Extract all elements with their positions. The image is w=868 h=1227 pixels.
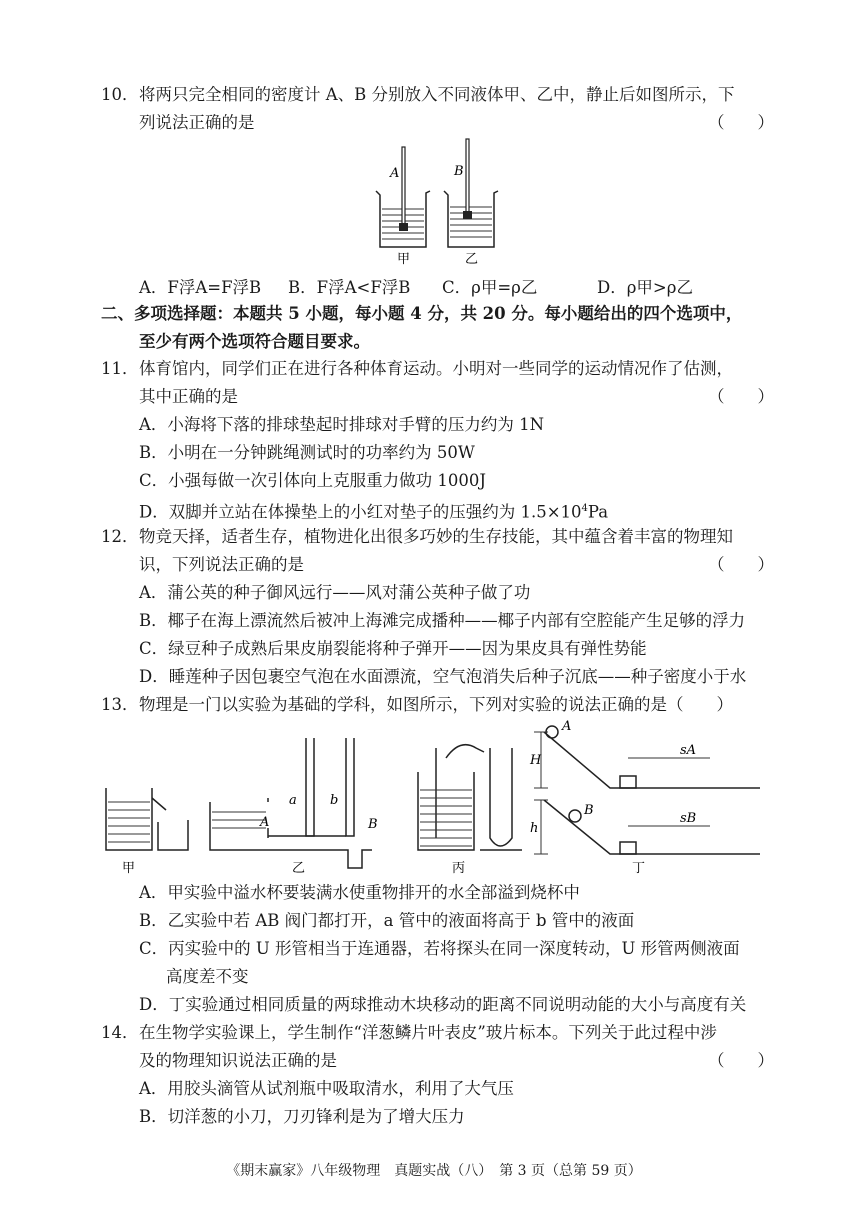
- q12-option-d: D．睡莲种子因包裹空气泡在水面漂流，空气泡消失后种子沉底——种子密度小于水: [139, 667, 747, 686]
- q13-option-c-line2: 高度差不变: [166, 967, 249, 986]
- q10-option-c: C．ρ甲=ρ乙: [442, 278, 538, 297]
- q14-number: 14．: [101, 1023, 139, 1042]
- q13-option-d: D．丁实验通过相同质量的两球推动木块移动的距离不同说明动能的大小与高度有关: [139, 995, 747, 1014]
- q13-number: 13．: [101, 695, 139, 714]
- label-A-ball: A: [562, 719, 572, 734]
- caption-jia: 甲: [122, 861, 136, 876]
- q13-option-a: A．甲实验中溢水杯要装满水使重物排开的水全部溢到烧杯中: [139, 883, 580, 902]
- section2-heading-line2: 至少有两个选项符合题目要求。: [139, 332, 370, 351]
- q10-option-d: D．ρ甲>ρ乙: [597, 278, 693, 297]
- q10-hydrometer-figure: [370, 135, 500, 267]
- label-B-valve: B: [368, 817, 378, 832]
- q11-option-c: C．小强每做一次引体向上克服重力做功 1000J: [139, 471, 486, 490]
- q13-experiments-figure: [100, 718, 770, 878]
- caption-yi: 乙: [292, 861, 306, 876]
- q11-option-d: D．双脚并立站在体操垫上的小红对垫子的压强约为 $1.5\times 10^4Pa$: [139, 502, 609, 522]
- q11-option-b: B．小明在一分钟跳绳测试时的功率约为 50W: [139, 443, 475, 462]
- q13-option-c-line1: C．丙实验中的 U 形管相当于连通器，若将探头在同一深度转动，U 形管两侧液面: [139, 939, 740, 958]
- q11-option-a: A．小海将下落的排球垫起时排球对手臂的压力约为 1N: [139, 415, 545, 434]
- q13-option-b: B．乙实验中若 AB 阀门都打开，a 管中的液面将高于 b 管中的液面: [139, 911, 635, 930]
- q11-stem-line2: 其中正确的是: [139, 387, 238, 406]
- q14-stem-line2: 及的物理知识说法正确的是: [139, 1051, 337, 1070]
- q12-answer-blank: （ ）: [708, 555, 774, 574]
- caption-bing: 丙: [452, 861, 466, 876]
- caption-jia: 甲: [397, 252, 411, 267]
- q12-option-a: A．蒲公英的种子御风远行——风对蒲公英种子做了功: [139, 583, 531, 602]
- q11-number: 11．: [101, 359, 139, 378]
- q11-stem-line1: 体育馆内，同学们正在进行各种体育运动。小明对一些同学的运动情况作了估测，: [139, 359, 733, 378]
- q14-answer-blank: （ ）: [708, 1051, 774, 1070]
- label-h: h: [530, 821, 539, 836]
- q13-stem: 物理是一门以实验为基础的学科，如图所示，下列对实验的说法正确的是（ ）: [139, 695, 733, 714]
- section2-heading-line1: 二、多项选择题：本题共 5 小题，每小题 4 分，共 20 分。每小题给出的四个选项中，: [101, 304, 743, 323]
- label-a-tube: a: [289, 793, 297, 808]
- q10-option-a: A．F浮A=F浮B: [139, 278, 262, 297]
- q10-answer-blank: （ ）: [708, 113, 774, 132]
- q12-stem-line2: 识，下列说法正确的是: [139, 555, 304, 574]
- q10-number: 10．: [101, 85, 139, 104]
- label-B: B: [454, 164, 464, 179]
- label-A: A: [390, 166, 400, 181]
- q12-stem-line1: 物竞天择，适者生存，植物进化出很多巧妙的生存技能，其中蕴含着丰富的物理知: [139, 527, 733, 546]
- caption-ding: 丁: [632, 861, 646, 876]
- label-B-ball: B: [584, 803, 594, 818]
- q14-stem-line1: 在生物学实验课上，学生制作“洋葱鳞片叶表皮”玻片标本。下列关于此过程中涉: [139, 1023, 717, 1042]
- label-sB: sB: [680, 811, 697, 826]
- q11-answer-blank: （ ）: [708, 387, 774, 406]
- q14-option-a: A．用胶头滴管从试剂瓶中吸取清水，利用了大气压: [139, 1079, 514, 1098]
- q10-stem-line2: 列说法正确的是: [139, 113, 255, 132]
- label-H: H: [530, 753, 542, 768]
- label-A-valve: A: [260, 815, 270, 830]
- q12-number: 12．: [101, 527, 139, 546]
- caption-yi: 乙: [465, 252, 479, 267]
- q12-option-c: C．绿豆种子成熟后果皮崩裂能将种子弹开——因为果皮具有弹性势能: [139, 639, 647, 658]
- q10-option-b: B．F浮A<F浮B: [288, 278, 411, 297]
- label-sA: sA: [680, 743, 697, 758]
- q12-option-b: B．椰子在海上漂流然后被冲上海滩完成播种——椰子内部有空腔能产生足够的浮力: [139, 611, 746, 630]
- q14-option-b: B．切洋葱的小刀，刀刃锋利是为了增大压力: [139, 1107, 465, 1126]
- page-footer: 《期末赢家》八年级物理 真题实战（八） 第 3 页（总第 59 页）: [226, 1163, 642, 1179]
- q10-stem-line1: 将两只完全相同的密度计 A、B 分别放入不同液体甲、乙中，静止后如图所示，下: [139, 85, 735, 104]
- label-b-tube: b: [330, 793, 339, 808]
